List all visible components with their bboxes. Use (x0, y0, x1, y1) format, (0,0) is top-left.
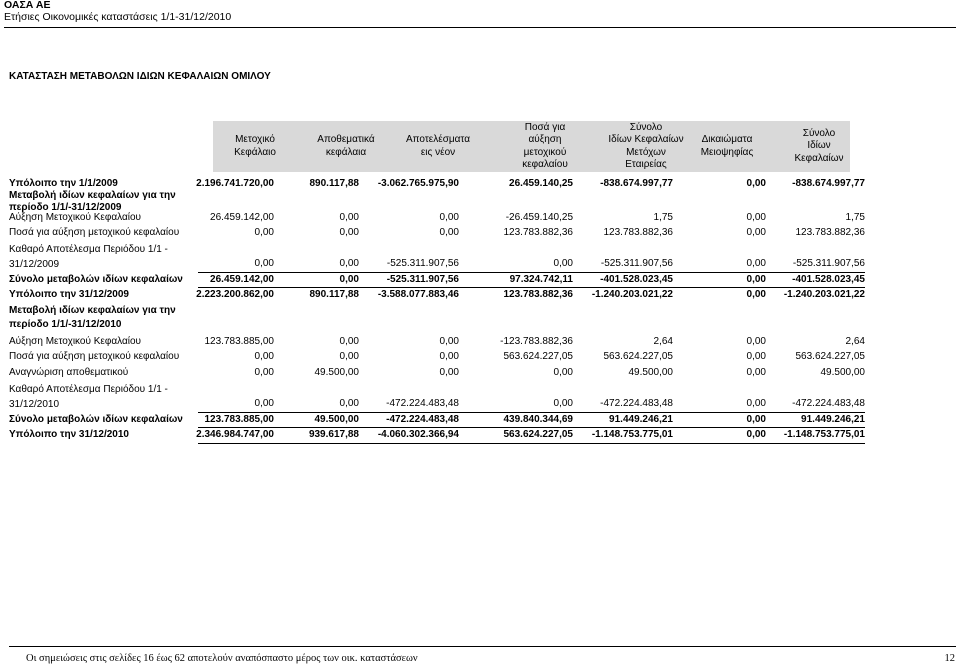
cell-retained-earnings: -3.588.077.883,46 (377, 289, 459, 300)
cell-share-capital: 123.783.885,00 (204, 414, 274, 425)
cell-share-capital: 0,00 (254, 351, 274, 362)
cell-shareholders-equity: 1,75 (653, 212, 673, 223)
row-label: Ποσά για αύξηση μετοχικού κεφαλαίου (9, 351, 180, 362)
cell-share-capital: 26.459.142,00 (210, 274, 274, 285)
cell-total-equity: -525.311.907,56 (792, 258, 865, 269)
cell-minority-interests: 0,00 (746, 274, 766, 285)
row-label: Υπόλοιπο την 31/12/2010 (9, 429, 129, 440)
cell-shareholders-equity: -838.674.997,77 (600, 178, 673, 189)
cell-share-capital: 2.223.200.862,00 (196, 289, 274, 300)
cell-retained-earnings: 0,00 (439, 336, 459, 347)
cell-retained-earnings: 0,00 (439, 212, 459, 223)
column-header-band (213, 121, 850, 172)
row-total-changes-2010 (0, 413, 960, 428)
cell-total-equity: 91.449.246,21 (801, 414, 865, 425)
cell-capital-increase-amounts: 97.324.742,11 (509, 274, 573, 285)
row-label: Αύξηση Μετοχικού Κεφαλαίου (9, 212, 142, 223)
cell-capital-increase-amounts: 0,00 (553, 367, 573, 378)
cell-capital-increase-amounts: 0,00 (553, 258, 573, 269)
cell-shareholders-equity: -1.240.203.021,22 (591, 289, 673, 300)
cell-total-equity: 123.783.882,36 (795, 227, 865, 238)
cell-capital-increase-amounts: 563.624.227,05 (503, 429, 573, 440)
cell-share-capital: 0,00 (254, 398, 274, 409)
cell-total-equity: -401.528.023,45 (792, 274, 865, 285)
cell-shareholders-equity: 563.624.227,05 (603, 351, 673, 362)
cell-share-capital: 2.196.741.720,00 (196, 178, 274, 189)
cell-capital-increase-amounts: 26.459.140,25 (509, 178, 573, 189)
row-label: Σύνολο μεταβολών ιδίων κεφαλαίων (9, 414, 183, 425)
cell-reserves: 890.117,88 (309, 289, 359, 300)
cell-share-capital: 2.346.984.747,00 (196, 429, 274, 440)
cell-minority-interests: 0,00 (746, 414, 766, 425)
cell-shareholders-equity: 2,64 (653, 336, 673, 347)
cell-minority-interests: 0,00 (746, 178, 766, 189)
cell-reserves: 49.500,00 (314, 414, 359, 425)
cell-share-capital: 123.783.885,00 (204, 336, 274, 347)
statement-title: ΚΑΤΑΣΤΑΣΗ ΜΕΤΑΒΟΛΩΝ ΙΔΙΩΝ ΚΕΦΑΛΑΙΩΝ ΟΜΙΛΟΥ (9, 71, 271, 82)
header-rule (4, 27, 956, 28)
cell-reserves: 0,00 (339, 212, 359, 223)
cell-share-capital: 26.459.142,00 (210, 212, 274, 223)
cell-reserves: 0,00 (339, 351, 359, 362)
cell-retained-earnings: 0,00 (439, 227, 459, 238)
cell-reserves: 49.500,00 (314, 367, 359, 378)
cell-share-capital: 0,00 (254, 227, 274, 238)
cell-minority-interests: 0,00 (746, 258, 766, 269)
cell-capital-increase-amounts: 563.624.227,05 (503, 351, 573, 362)
cell-minority-interests: 0,00 (746, 227, 766, 238)
cell-retained-earnings: -4.060.302.366,94 (377, 429, 459, 440)
cell-capital-increase-amounts: -26.459.140,25 (505, 212, 573, 223)
row-label: Καθαρό Αποτέλεσμα Περιόδου 1/1 - 31/12/2010 (9, 384, 168, 410)
row-label: Αναγνώριση αποθεματικού (9, 367, 129, 378)
cell-capital-increase-amounts: 123.783.882,36 (503, 227, 573, 238)
cell-total-equity: 1,75 (845, 212, 865, 223)
cell-reserves: 939.617,88 (308, 429, 359, 440)
cell-retained-earnings: -472.224.483,48 (386, 398, 459, 409)
row-label: Αύξηση Μετοχικού Κεφαλαίου (9, 336, 142, 347)
row-share-capital-increase-2009 (0, 211, 960, 226)
cell-minority-interests: 0,00 (746, 351, 766, 362)
row-net-result-2010 (0, 382, 960, 410)
cell-capital-increase-amounts: 439.840.344,69 (503, 414, 573, 425)
cell-total-equity: -1.240.203.021,22 (783, 289, 865, 300)
row-label: Ποσά για αύξηση μετοχικού κεφαλαίου (9, 227, 180, 238)
cell-capital-increase-amounts: -123.783.882,36 (500, 336, 573, 347)
row-changes-heading-2010 (0, 304, 960, 330)
cell-minority-interests: 0,00 (746, 367, 766, 378)
row-changes-heading-2009 (0, 190, 960, 213)
cell-retained-earnings: -3.062.765.975,90 (377, 178, 459, 189)
row-label: Σύνολο μεταβολών ιδίων κεφαλαίων (9, 274, 183, 285)
cell-capital-increase-amounts: 0,00 (553, 398, 573, 409)
cell-minority-interests: 0,00 (746, 212, 766, 223)
row-balance-31-12-2009 (0, 288, 960, 303)
cell-reserves: 0,00 (339, 274, 359, 285)
section-heading: Μεταβολή ιδίων κεφαλαίων για την περίοδο 1/1/-31/12/2009 (9, 190, 176, 213)
cell-shareholders-equity: -1.148.753.775,01 (591, 429, 673, 440)
row-balance-31-12-2010 (0, 428, 960, 443)
cell-total-equity: -472.224.483,48 (792, 398, 865, 409)
row-total-changes-2009 (0, 273, 960, 288)
cell-minority-interests: 0,00 (746, 398, 766, 409)
row-label: Υπόλοιπο την 1/1/2009 (9, 178, 118, 189)
company-name: ΟΑΣΑ ΑΕ (4, 0, 51, 11)
cell-retained-earnings: -525.311.907,56 (386, 258, 459, 269)
cell-reserves: 0,00 (339, 398, 359, 409)
column-header-share-capital: Μετοχικό Κεφάλαιο (234, 134, 276, 158)
cell-shareholders-equity: -472.224.483,48 (600, 398, 673, 409)
column-header-shareholders-equity: Σύνολο Ιδίων Κεφαλαίων Μετόχων Εταιρείας (608, 121, 684, 170)
column-header-minority-interests: Δικαιώματα Μειοψηφίας (700, 134, 754, 158)
row-net-result-2009 (0, 242, 960, 270)
page-number: 12 (944, 653, 955, 664)
column-header-reserves: Αποθεματικά κεφάλαια (317, 134, 375, 158)
cell-shareholders-equity: 123.783.882,36 (603, 227, 673, 238)
row-reserve-recognition-2010 (0, 366, 960, 381)
cell-minority-interests: 0,00 (746, 289, 766, 300)
footer-rule (9, 646, 956, 647)
cell-minority-interests: 0,00 (746, 336, 766, 347)
cell-total-equity: 2,64 (845, 336, 865, 347)
cell-reserves: 0,00 (339, 336, 359, 347)
cell-retained-earnings: -525.311.907,56 (386, 274, 459, 285)
footer-note: Οι σημειώσεις στις σελίδες 16 έως 62 αποτελούν αναπόσπαστο μέρος των οικ. καταστάσεων (26, 653, 418, 664)
column-header-retained-earnings: Αποτελέσματα εις νέον (405, 134, 471, 158)
cell-total-equity: 563.624.227,05 (795, 351, 865, 362)
row-share-capital-increase-2010 (0, 335, 960, 350)
report-subtitle: Ετήσιες Οικονομικές καταστάσεις 1/1-31/12/2010 (4, 11, 232, 23)
column-header-capital-increase-amounts: Ποσά για αύξηση μετοχικού κεφαλαίου (522, 121, 568, 170)
cell-minority-interests: 0,00 (746, 429, 766, 440)
cell-reserves: 0,00 (339, 258, 359, 269)
cell-share-capital: 0,00 (254, 258, 274, 269)
cell-share-capital: 0,00 (254, 367, 274, 378)
row-capital-increase-amounts-2010 (0, 350, 960, 365)
row-capital-increase-amounts-2009 (0, 226, 960, 241)
closing-rule (198, 443, 865, 444)
cell-shareholders-equity: -525.311.907,56 (600, 258, 673, 269)
cell-total-equity: 49.500,00 (820, 367, 865, 378)
row-label: Καθαρό Αποτέλεσμα Περιόδου 1/1 - 31/12/2009 (9, 244, 168, 270)
cell-shareholders-equity: 49.500,00 (628, 367, 673, 378)
row-label: Υπόλοιπο την 31/12/2009 (9, 289, 129, 300)
cell-total-equity: -838.674.997,77 (792, 178, 865, 189)
cell-total-equity: -1.148.753.775,01 (783, 429, 865, 440)
cell-retained-earnings: 0,00 (439, 351, 459, 362)
cell-capital-increase-amounts: 123.783.882,36 (503, 289, 573, 300)
section-heading: Μεταβολή ιδίων κεφαλαίων για την περίοδο 1/1/-31/12/2010 (9, 305, 176, 330)
column-header-total-equity: Σύνολο Ιδίων Κεφαλαίων (794, 127, 844, 164)
cell-reserves: 890.117,88 (309, 178, 359, 189)
cell-retained-earnings: 0,00 (439, 367, 459, 378)
cell-retained-earnings: -472.224.483,48 (386, 414, 459, 425)
cell-shareholders-equity: -401.528.023,45 (600, 274, 673, 285)
cell-shareholders-equity: 91.449.246,21 (609, 414, 673, 425)
cell-reserves: 0,00 (339, 227, 359, 238)
